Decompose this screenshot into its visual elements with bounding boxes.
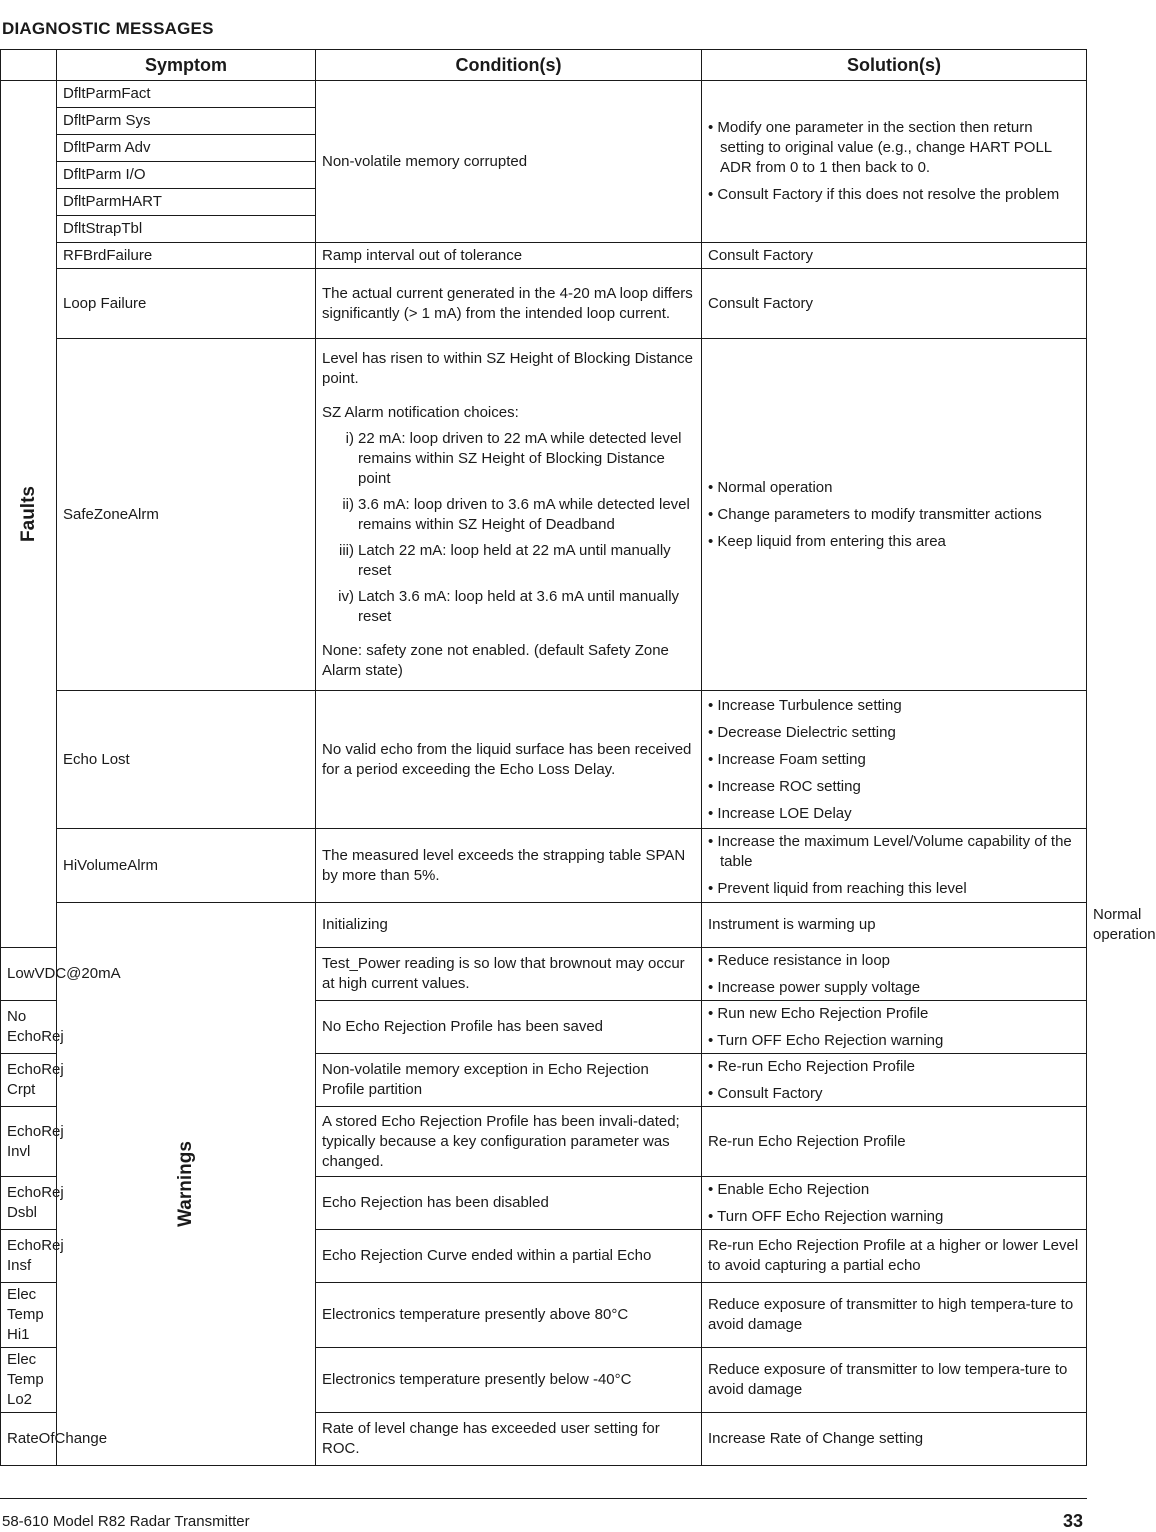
condition-text: SZ Alarm notification choices: [322,403,519,421]
condition-cell: Non-volatile memory exception in Echo Rejection Profile partition [316,1054,702,1107]
symptom-cell: RateOfChange [1,1413,57,1466]
table-row [1,339,1087,691]
symptom-cell: Initializing [316,903,702,948]
symptom-cell: DfltParmHART [57,189,316,216]
solution-bullet: • Increase the maximum Level/Volume capability of the table [708,832,1080,872]
symptom-cell: No EchoRej [1,1001,57,1054]
solution-bullet: • Turn OFF Echo Rejection warning [708,1031,1080,1051]
solution-bullet: • Increase ROC setting [708,777,1080,797]
solution-bullet: • Increase Turbulence setting [708,696,1080,716]
solution-cell [702,691,1087,829]
condition-cell: Electronics temperature presently below -40°C [316,1348,702,1413]
solution-cell: Consult Factory [702,269,1087,339]
choice-item: ii) 3.6 mA: loop driven to 3.6 mA while detected level remains within SZ Height of Deadband [342,495,690,533]
solution-cell: Consult Factory [702,243,1087,269]
condition-cell: Ramp interval out of tolerance [316,243,702,269]
footer-divider [0,1498,1087,1499]
condition-cell: A stored Echo Rejection Profile has been invali-dated; typically because a key configuration parameter was changed. [316,1107,702,1177]
solution-bullet: • Change parameters to modify transmitter actions [708,505,1080,525]
page-title: DIAGNOSTIC MESSAGES [2,19,214,38]
condition-cell: Test_Power reading is so low that brownout may occur at high current values. [316,948,702,1001]
symptom-cell: Elec Temp Lo2 [1,1348,57,1413]
solution-cell: Re-run Echo Rejection Profile at a higher or lower Level to avoid capturing a partial echo [702,1230,1087,1283]
corner-cell [1,50,57,81]
symptom-cell: LowVDC@20mA [1,948,57,1001]
symptom-cell: EchoRej Crpt [1,1054,57,1107]
solution-bullet: • Increase Foam setting [708,750,1080,770]
condition-cell: No Echo Rejection Profile has been saved [316,1001,702,1054]
table-row [1,81,1087,108]
footer-document-name: 58-610 Model R82 Radar Transmitter [2,1513,250,1530]
table-row [1,269,1087,339]
condition-text: Level has risen to within SZ Height of Blocking Distance point. [322,349,694,387]
solution-bullet: • Turn OFF Echo Rejection warning [708,1207,1080,1227]
solution-cell: Re-run Echo Rejection Profile [702,1107,1087,1177]
header-conditions: Condition(s) [316,50,702,81]
solution-cell: Increase Rate of Change setting [702,1413,1087,1466]
choice-item: i) 22 mA: loop driven to 22 mA while detected level remains within SZ Height of Blocking Distance point [345,429,682,487]
solution-bullet: • Consult Factory if this does not resolve the problem [708,185,1080,205]
solution-bullet: • Decrease Dielectric setting [708,723,1080,743]
solution-bullet: • Re-run Echo Rejection Profile [708,1057,1080,1077]
symptom-cell: DfltParm Adv [57,135,316,162]
choice-item: iii) Latch 22 mA: loop held at 22 mA until manually reset [339,541,671,579]
table-row: Warnings Initializing Instrument is warming up Normal operation [1,903,1087,948]
faults-section-label: Faults [1,81,57,948]
solution-bullet: • Run new Echo Rejection Profile [708,1004,1080,1024]
solution-bullet: • Increase power supply voltage [708,978,1080,998]
solution-cell [702,81,1087,243]
symptom-cell: DfltParm I/O [57,162,316,189]
solution-cell [702,1177,1087,1230]
symptom-cell: EchoRej Dsbl [1,1177,57,1230]
symptom-cell: Echo Lost [57,691,316,829]
condition-cell: Echo Rejection has been disabled [316,1177,702,1230]
solution-cell [702,1054,1087,1107]
condition-cell: The measured level exceeds the strapping table SPAN by more than 5%. [316,829,702,903]
header-symptom: Symptom [57,50,316,81]
solution-cell: Reduce exposure of transmitter to low tempera-ture to avoid damage [702,1348,1087,1413]
choice-item: iv) Latch 3.6 mA: loop held at 3.6 mA until manually reset [338,587,680,625]
solution-cell [702,339,1087,691]
solution-cell: Reduce exposure of transmitter to high tempera-ture to avoid damage [702,1283,1087,1348]
diagnostic-table [0,49,1156,1466]
warnings-section-label: Warnings [57,903,316,1466]
symptom-cell: EchoRej Invl [1,1107,57,1177]
solution-bullet: • Consult Factory [708,1084,1080,1104]
condition-cell: The actual current generated in the 4-20 mA loop differs significantly (> 1 mA) from the intended loop current. [316,269,702,339]
condition-cell [316,339,702,691]
solution-bullet: • Normal operation [708,478,1080,498]
symptom-cell: DfltParm Sys [57,108,316,135]
table-header-row [1,50,1087,81]
symptom-cell: RFBrdFailure [57,243,316,269]
solution-cell [702,829,1087,903]
symptom-cell: DfltStrapTbl [57,216,316,243]
symptom-cell: Elec Temp Hi1 [1,1283,57,1348]
page-number: 33 [1062,1511,1083,1531]
solution-bullet: • Increase LOE Delay [708,804,1080,824]
symptom-cell: HiVolumeAlrm [57,829,316,903]
condition-cell: Electronics temperature presently above 80°C [316,1283,702,1348]
solution-cell [702,1001,1087,1054]
solution-bullet: • Enable Echo Rejection [708,1180,1080,1200]
condition-cell: Echo Rejection Curve ended within a partial Echo [316,1230,702,1283]
condition-text: None: safety zone not enabled. (default Safety Zone Alarm state) [322,641,669,679]
symptom-cell: Loop Failure [57,269,316,339]
solution-bullet: • Reduce resistance in loop [708,951,1080,971]
solution-bullet: • Prevent liquid from reaching this level [708,879,1080,899]
table-row [1,829,1087,903]
condition-cell: Rate of level change has exceeded user setting for ROC. [316,1413,702,1466]
solution-bullet: • Keep liquid from entering this area [708,532,1080,552]
header-solutions: Solution(s) [702,50,1087,81]
condition-cell: No valid echo from the liquid surface has been received for a period exceeding the Echo Loss Delay. [316,691,702,829]
symptom-cell: DfltParmFact [57,81,316,108]
symptom-cell: SafeZoneAlrm [57,339,316,691]
symptom-cell: EchoRej Insf [1,1230,57,1283]
solution-bullet: • Modify one parameter in the section then return setting to original value (e.g., change HART POLL ADR from 0 to 1 then back to 0. [708,118,1080,178]
solution-cell [702,948,1087,1001]
condition-cell: Non-volatile memory corrupted [316,81,702,243]
condition-cell: Instrument is warming up [702,903,1087,948]
table-row [1,691,1087,829]
table-row [1,243,1087,269]
